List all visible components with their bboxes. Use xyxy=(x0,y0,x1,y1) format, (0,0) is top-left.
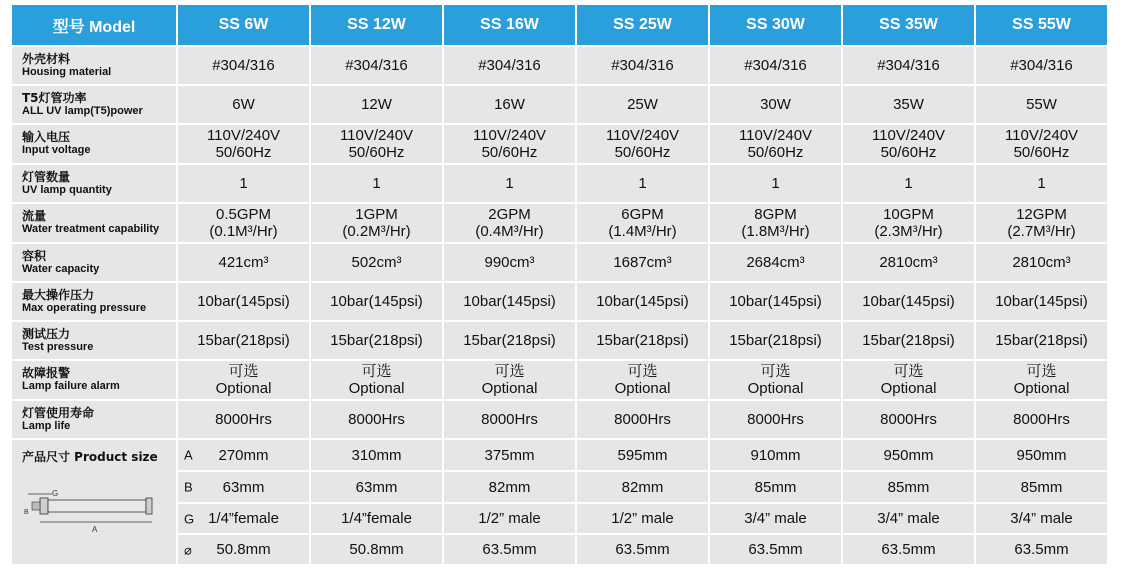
spec-cell: 1687cm³ xyxy=(577,244,708,281)
diagram-label-a: A xyxy=(92,525,98,534)
size-value-cell xyxy=(178,504,309,533)
size-value-cell: 375mm xyxy=(444,440,575,470)
row-label xyxy=(12,401,176,438)
spec-cell: 8000Hrs xyxy=(976,401,1107,438)
spec-cell: 2810cm³ xyxy=(976,244,1107,281)
spec-cell: 8000Hrs xyxy=(444,401,575,438)
spec-cell: 10bar(145psi) xyxy=(178,283,309,320)
row-label-en: Max operating pressure xyxy=(22,301,147,314)
row-label-en: Water capacity xyxy=(22,262,100,275)
spec-cell: 110V/240V 50/60Hz xyxy=(976,125,1107,163)
spec-cell: 30W xyxy=(710,86,841,123)
spec-cell: 110V/240V 50/60Hz xyxy=(710,125,841,163)
product-size-label xyxy=(12,440,176,564)
size-value-cell: 63.5mm xyxy=(710,535,841,564)
spec-cell: #304/316 xyxy=(843,47,974,84)
row-label-cn: 输入电压 xyxy=(22,130,71,144)
size-value-cell: 63.5mm xyxy=(976,535,1107,564)
row-label xyxy=(12,204,176,242)
size-value-cell: 82mm xyxy=(444,472,575,502)
size-value-cell xyxy=(178,472,309,502)
spec-cell: 1 xyxy=(976,165,1107,202)
model-column-header: SS 55W xyxy=(976,5,1107,45)
spec-cell: 2GPM (0.4M³/Hr) xyxy=(444,204,575,242)
spec-table xyxy=(10,3,1109,566)
size-row xyxy=(12,440,1107,470)
size-value: 50.8mm xyxy=(216,541,271,558)
spec-cell: 1GPM (0.2M³/Hr) xyxy=(311,204,442,242)
spec-cell: 可选 Optional xyxy=(444,361,575,399)
row-label-en: Test pressure xyxy=(22,340,94,353)
spec-cell: 1 xyxy=(710,165,841,202)
spec-cell: 15bar(218psi) xyxy=(710,322,841,359)
spec-cell: 16W xyxy=(444,86,575,123)
spec-cell: 990cm³ xyxy=(444,244,575,281)
size-value-cell: 3/4” male xyxy=(976,504,1107,533)
spec-cell: 15bar(218psi) xyxy=(976,322,1107,359)
spec-cell: 421cm³ xyxy=(178,244,309,281)
spec-cell: 可选 Optional xyxy=(311,361,442,399)
spec-cell: 35W xyxy=(843,86,974,123)
size-value-cell: 63.5mm xyxy=(843,535,974,564)
spec-row xyxy=(12,125,1107,163)
spec-row xyxy=(12,244,1107,281)
size-key: G xyxy=(184,511,195,526)
spec-cell: 55W xyxy=(976,86,1107,123)
spec-cell: #304/316 xyxy=(577,47,708,84)
size-value: 1/4”female xyxy=(208,510,279,527)
model-column-header: SS 35W xyxy=(843,5,974,45)
size-value-cell: 85mm xyxy=(976,472,1107,502)
row-label-en: Housing material xyxy=(22,65,112,78)
spec-cell: 8000Hrs xyxy=(843,401,974,438)
size-value-cell: 1/4”female xyxy=(311,504,442,533)
row-label-en: Lamp life xyxy=(22,419,71,432)
spec-cell: 8000Hrs xyxy=(311,401,442,438)
size-value-cell: 85mm xyxy=(710,472,841,502)
spec-cell: 110V/240V 50/60Hz xyxy=(444,125,575,163)
header-row xyxy=(12,5,1107,45)
spec-cell: 15bar(218psi) xyxy=(577,322,708,359)
spec-cell: 15bar(218psi) xyxy=(178,322,309,359)
row-label xyxy=(12,322,176,359)
row-label-en: Input voltage xyxy=(22,144,91,156)
spec-cell: 10bar(145psi) xyxy=(843,283,974,320)
size-value-cell: 50.8mm xyxy=(311,535,442,564)
spec-cell: 0.5GPM (0.1M³/Hr) xyxy=(178,204,309,242)
spec-cell: 110V/240V 50/60Hz xyxy=(577,125,708,163)
spec-cell: 可选 Optional xyxy=(710,361,841,399)
row-label-cn: 测试压力 xyxy=(22,326,71,341)
spec-cell: 8000Hrs xyxy=(710,401,841,438)
spec-cell: 10bar(145psi) xyxy=(444,283,575,320)
model-header: 型号 Model xyxy=(12,5,176,45)
size-value-cell: 82mm xyxy=(577,472,708,502)
row-label-en: Water treatment capability xyxy=(22,223,160,235)
model-column-header: SS 25W xyxy=(577,5,708,45)
row-label xyxy=(12,47,176,84)
row-label-cn: 最大操作压力 xyxy=(22,287,95,302)
row-label-cn: 故障报警 xyxy=(22,366,71,380)
spec-cell: 1 xyxy=(577,165,708,202)
row-label-en: Lamp failure alarm xyxy=(22,380,120,392)
size-value: 63mm xyxy=(222,478,265,496)
model-column-header: SS 16W xyxy=(444,5,575,45)
size-value-cell: 63.5mm xyxy=(577,535,708,564)
size-value-cell: 1/2” male xyxy=(444,504,575,533)
spec-cell: #304/316 xyxy=(710,47,841,84)
spec-cell: 110V/240V 50/60Hz xyxy=(311,125,442,163)
spec-cell: 8000Hrs xyxy=(577,401,708,438)
spec-cell: 8GPM (1.8M³/Hr) xyxy=(710,204,841,242)
spec-cell: 25W xyxy=(577,86,708,123)
spec-cell: 10bar(145psi) xyxy=(710,283,841,320)
spec-cell: 可选 Optional xyxy=(577,361,708,399)
size-value-cell: 3/4” male xyxy=(843,504,974,533)
spec-row xyxy=(12,204,1107,242)
spec-cell: 6W xyxy=(178,86,309,123)
row-label-cn: 灯管使用寿命 xyxy=(22,405,95,420)
spec-cell: #304/316 xyxy=(976,47,1107,84)
spec-body xyxy=(12,47,1107,564)
spec-cell: 10bar(145psi) xyxy=(976,283,1107,320)
diagram-label-b: B xyxy=(24,509,29,516)
spec-cell: 1 xyxy=(311,165,442,202)
spec-cell: #304/316 xyxy=(178,47,309,84)
row-label xyxy=(12,125,176,163)
size-value-cell xyxy=(178,535,309,564)
size-value-cell xyxy=(178,440,309,470)
spec-row xyxy=(12,361,1107,399)
row-label xyxy=(12,86,176,123)
row-label-cn: 灯管数量 xyxy=(22,169,71,184)
size-key: ⌀ xyxy=(184,542,192,557)
row-label xyxy=(12,244,176,281)
size-row xyxy=(12,472,1107,502)
row-label-en: ALL UV lamp(T5)power xyxy=(22,104,143,117)
spec-cell: 10bar(145psi) xyxy=(311,283,442,320)
row-label xyxy=(12,165,176,202)
lamp-dimension-diagram-icon xyxy=(22,486,162,546)
spec-cell: #304/316 xyxy=(311,47,442,84)
size-value-cell: 63mm xyxy=(311,472,442,502)
model-column-header: SS 30W xyxy=(710,5,841,45)
size-value-cell: 63.5mm xyxy=(444,535,575,564)
size-value-cell: 595mm xyxy=(577,440,708,470)
spec-cell: 8000Hrs xyxy=(178,401,309,438)
spec-cell: 15bar(218psi) xyxy=(843,322,974,359)
row-label-cn: 容积 xyxy=(22,248,47,263)
spec-cell: 110V/240V 50/60Hz xyxy=(843,125,974,163)
spec-cell: 10GPM (2.3M³/Hr) xyxy=(843,204,974,242)
row-label-cn: 流量 xyxy=(22,209,47,223)
size-value-cell: 310mm xyxy=(311,440,442,470)
spec-cell: 1 xyxy=(178,165,309,202)
size-value-cell: 950mm xyxy=(843,440,974,470)
size-value-cell: 85mm xyxy=(843,472,974,502)
spec-row xyxy=(12,401,1107,438)
size-row xyxy=(12,535,1107,564)
diagram-label-g: G xyxy=(52,489,59,498)
spec-row xyxy=(12,322,1107,359)
spec-row xyxy=(12,86,1107,123)
spec-cell: 15bar(218psi) xyxy=(311,322,442,359)
row-label-cn: T5灯管功率 xyxy=(22,90,87,105)
spec-cell: 可选 Optional xyxy=(976,361,1107,399)
spec-cell: 2684cm³ xyxy=(710,244,841,281)
spec-cell: #304/316 xyxy=(444,47,575,84)
spec-cell: 15bar(218psi) xyxy=(444,322,575,359)
spec-cell: 502cm³ xyxy=(311,244,442,281)
spec-row xyxy=(12,165,1107,202)
size-value-cell: 3/4” male xyxy=(710,504,841,533)
spec-cell: 110V/240V 50/60Hz xyxy=(178,125,309,163)
spec-cell: 2810cm³ xyxy=(843,244,974,281)
spec-cell: 1 xyxy=(843,165,974,202)
spec-row xyxy=(12,47,1107,84)
spec-cell: 12W xyxy=(311,86,442,123)
spec-cell: 12GPM (2.7M³/Hr) xyxy=(976,204,1107,242)
row-label xyxy=(12,283,176,320)
size-value-cell: 950mm xyxy=(976,440,1107,470)
size-value-cell: 1/2” male xyxy=(577,504,708,533)
spec-row xyxy=(12,283,1107,320)
spec-cell: 10bar(145psi) xyxy=(577,283,708,320)
size-row xyxy=(12,504,1107,533)
model-column-header: SS 6W xyxy=(178,5,309,45)
size-key: A xyxy=(184,447,193,463)
spec-cell: 可选 Optional xyxy=(178,361,309,399)
size-value: 270mm xyxy=(218,446,269,464)
row-label-en: UV lamp quantity xyxy=(22,183,112,196)
spec-cell: 6GPM (1.4M³/Hr) xyxy=(577,204,708,242)
spec-cell: 1 xyxy=(444,165,575,202)
size-key: B xyxy=(184,479,193,495)
size-value-cell: 910mm xyxy=(710,440,841,470)
model-column-header: SS 12W xyxy=(311,5,442,45)
row-label-cn: 外壳材料 xyxy=(22,51,71,66)
row-label xyxy=(12,361,176,399)
spec-cell: 可选 Optional xyxy=(843,361,974,399)
product-size-title: 产品尺寸 Product size xyxy=(22,450,158,464)
